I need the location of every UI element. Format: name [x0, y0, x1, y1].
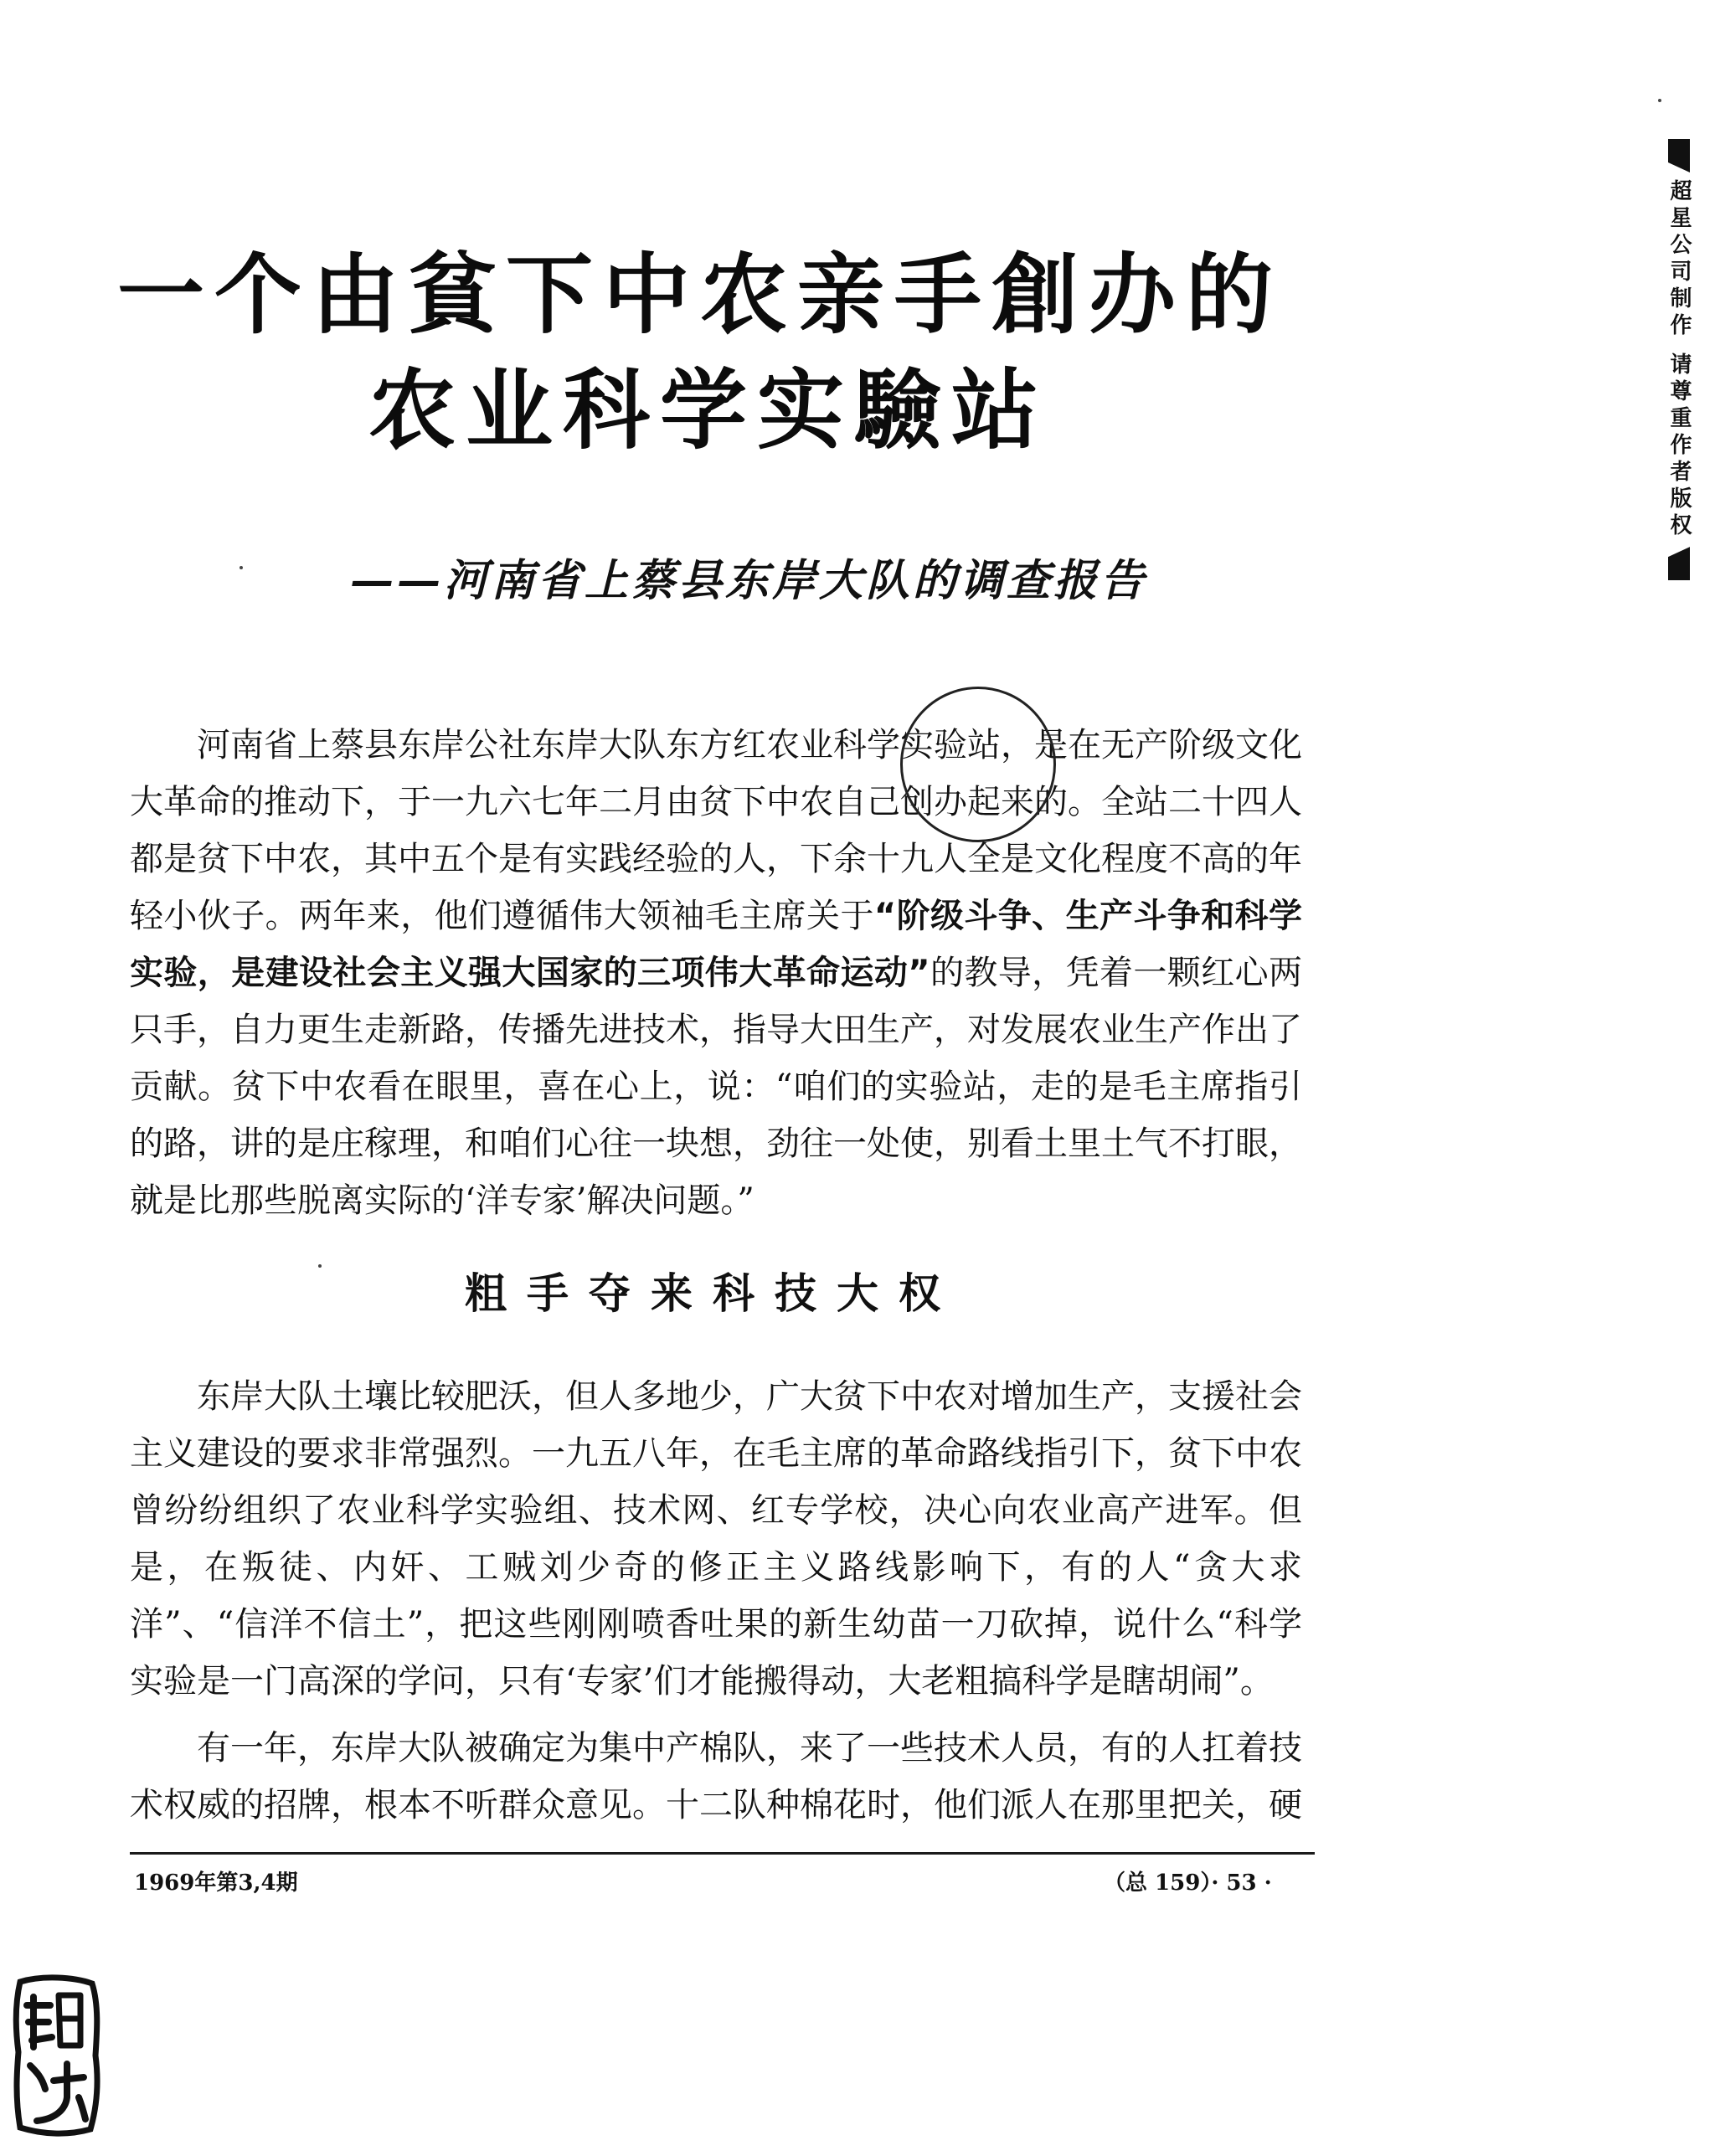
speck — [318, 1264, 322, 1268]
watermark-bar-top — [1668, 139, 1690, 172]
section-heading: 粗手夺来科技大权 — [465, 1269, 961, 1318]
speck — [239, 566, 243, 569]
paragraph-intro — [130, 717, 1302, 1229]
footer-page-number: （总 159）· 53 · — [1104, 1870, 1272, 1896]
paragraph-body-2 — [130, 1720, 1302, 1834]
speck — [1658, 99, 1661, 102]
footer-rule — [130, 1852, 1315, 1855]
paragraph-intro-part2: 的教导，凭着一颗红心两只手，自力更生走新路，传播先进技术，指导大田生产，对发展农业生产作出了贡献。贫下中农看在眼里，喜在心上，说：“咱们的实验站，走的是毛主席指引的路，讲的是庄稼理，和咱们心往一块想，劲往一处使，别看土里土气不打眼，就是比那些脱离实际的‘洋专家’解决问题。” — [130, 954, 1302, 1220]
side-watermark — [1668, 139, 1697, 591]
subtitle: ——河南省上蔡县东岸大队的调查报告 — [350, 555, 1148, 606]
paragraph-intro-quote: “阶级斗争、生产斗争和科学实验，是建设社会主义强大国家的三项伟大革命运动” — [130, 897, 1303, 992]
seal-stamp-logo — [8, 1972, 105, 2139]
title-line-1: 一个由貧下中农亲手創办的 — [117, 244, 1284, 346]
watermark-bar-bottom — [1668, 547, 1690, 580]
paragraph-intro-part1: 河南省上蔡县东岸公社东岸大队东方红农业科学实验站，是在无产阶级文化大革命的推动下，于一九六七年二月由贫下中农自己创办起来的。全站二十四人都是贫下中农，其中五个是有实践经验的人，下余十九人全是文化程度不高的年轻小伙子。两年来，他们遵循伟大领袖毛主席关于 — [130, 726, 1302, 935]
paragraph-body-1 — [130, 1368, 1302, 1710]
title-line-2: 农业科学实驗站 — [368, 359, 1049, 461]
watermark-text: 超星公司制作 请尊重作者版权 — [1666, 179, 1692, 541]
paragraph-body-2-text: 有一年，东岸大队被确定为集中产棉队，来了一些技术人员，有的人扛着技术权威的招牌，根本不听群众意见。十二队种棉花时，他们派人在那里把关，硬 — [130, 1729, 1302, 1824]
paragraph-body-1-text: 东岸大队土壤比较肥沃，但人多地少，广大贫下中农对增加生产，支援社会主义建设的要求非常强烈。一九五八年，在毛主席的革命路线指引下，贫下中农曾纷纷组织了农业科学实验组、技术网、红专学校，决心向农业高产进军。但是，在叛徒、内奸、工贼刘少奇的修正主义路线影响下，有的人“贪大求洋”、“信洋不信土”，把这些刚刚喷香吐果的新生幼苗一刀砍掉，说什么“科学实验是一门高深的学问，只有‘专家’们才能搬得动，大老粗搞科学是瞎胡闹”。 — [130, 1377, 1302, 1701]
footer-issue: 1969年第3,4期 — [134, 1870, 298, 1896]
